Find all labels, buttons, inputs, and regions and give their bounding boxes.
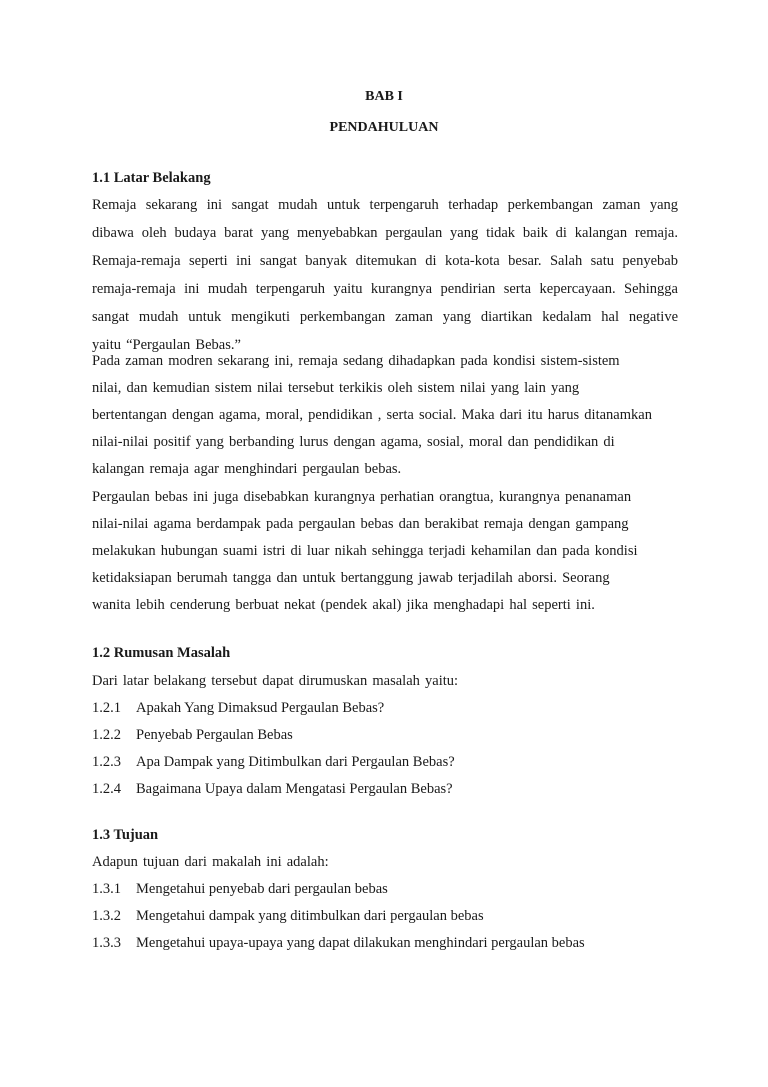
text-line: yaitu “Pergaulan Bebas.” <box>92 337 241 353</box>
list-text: Apakah Yang Dimaksud Pergaulan Bebas? <box>136 700 385 716</box>
text-line: melakukan hubungan suami istri di luar nikah sehingga terjadi kehamilan dan pada kondisi <box>92 543 638 559</box>
text-line: Pada zaman modren sekarang ini, remaja sedang dihadapkan pada kondisi sistem-sistem <box>92 353 620 369</box>
text-line: bertentangan dengan agama, moral, pendidikan , serta social. Maka dari itu harus ditanamkan <box>92 407 652 423</box>
section-latar-belakang <box>92 169 678 187</box>
list-text: Mengetahui dampak yang ditimbulkan dari pergaulan bebas <box>136 908 484 924</box>
list-item <box>92 780 678 798</box>
rumusan-masalah-list <box>92 672 678 798</box>
text-line: wanita lebih cenderung berbuat nekat (pendek akal) jika menghadapi hal seperti ini. <box>92 597 595 613</box>
list-number: 1.3.1 <box>92 881 121 897</box>
text-line: kalangan remaja agar menghindari pergaulan bebas. <box>92 461 402 477</box>
list-number: 1.2.2 <box>92 727 121 743</box>
tujuan-list <box>92 853 678 952</box>
list-item <box>92 907 678 925</box>
text-line: nilai, dan kemudian sistem nilai tersebut terkikis oleh sistem nilai yang lain yang <box>92 380 580 396</box>
list-item <box>92 753 678 771</box>
list-item <box>92 934 678 952</box>
section-title: 1.2 Rumusan Masalah <box>92 645 231 661</box>
paragraph-1 <box>92 196 678 354</box>
list-number: 1.3.3 <box>92 935 121 951</box>
list-intro: Adapun tujuan dari makalah ini adalah: <box>92 854 329 870</box>
text-line: dibawa oleh budaya barat yang menyebabkan pergaulan yang tidak baik di kalangan remaja. <box>92 225 678 241</box>
list-item <box>92 699 678 717</box>
text-line: ketidaksiapan berumah tangga dan untuk bertanggung jawab terjadilah aborsi. Seorang <box>92 570 610 586</box>
list-number: 1.2.1 <box>92 700 121 716</box>
list-number: 1.2.4 <box>92 781 121 797</box>
section-rumusan-masalah <box>92 644 678 662</box>
list-text: Bagaimana Upaya dalam Mengatasi Pergaulan Bebas? <box>136 781 453 797</box>
chapter-title: PENDAHULUAN <box>329 120 439 135</box>
paragraph-2 <box>92 352 678 478</box>
text-line: Pergaulan bebas ini juga disebabkan kurangnya perhatian orangtua, kurangnya penanaman <box>92 489 632 505</box>
list-text: Mengetahui penyebab dari pergaulan bebas <box>136 881 388 897</box>
text-line: Remaja sekarang ini sangat mudah untuk terpengaruh terhadap perkembangan zaman yang <box>92 197 678 213</box>
text-line: nilai-nilai agama berdampak pada pergaulan bebas dan berakibat remaja dengan gampang <box>92 516 629 532</box>
section-title: 1.3 Tujuan <box>92 827 159 843</box>
section-tujuan <box>92 826 678 844</box>
text-line: sangat mudah untuk mengikuti perkembangan zaman yang diartikan kedalam hal negative <box>92 309 678 325</box>
list-text: Mengetahui upaya-upaya yang dapat dilakukan menghindari pergaulan bebas <box>136 935 585 951</box>
list-item <box>92 726 678 744</box>
list-number: 1.2.3 <box>92 754 121 770</box>
text-line: nilai-nilai positif yang berbanding lurus dengan agama, sosial, moral dan pendidikan di <box>92 434 615 450</box>
list-item <box>92 880 678 898</box>
list-text: Apa Dampak yang Ditimbulkan dari Pergaulan Bebas? <box>136 754 455 770</box>
text-line: Remaja-remaja seperti ini sangat banyak ditemukan di kota-kota besar. Salah satu penyebab <box>92 253 678 269</box>
text-line: remaja-remaja ini mudah terpengaruh yaitu kurangnya pendirian serta kepercayaan. Sehingga <box>92 281 678 297</box>
section-title: 1.1 Latar Belakang <box>92 170 211 186</box>
list-intro: Dari latar belakang tersebut dapat dirumuskan masalah yaitu: <box>92 673 459 689</box>
chapter-number: BAB I <box>365 89 403 104</box>
list-number: 1.3.2 <box>92 908 121 924</box>
list-text: Penyebab Pergaulan Bebas <box>136 727 293 743</box>
paragraph-3 <box>92 488 678 614</box>
